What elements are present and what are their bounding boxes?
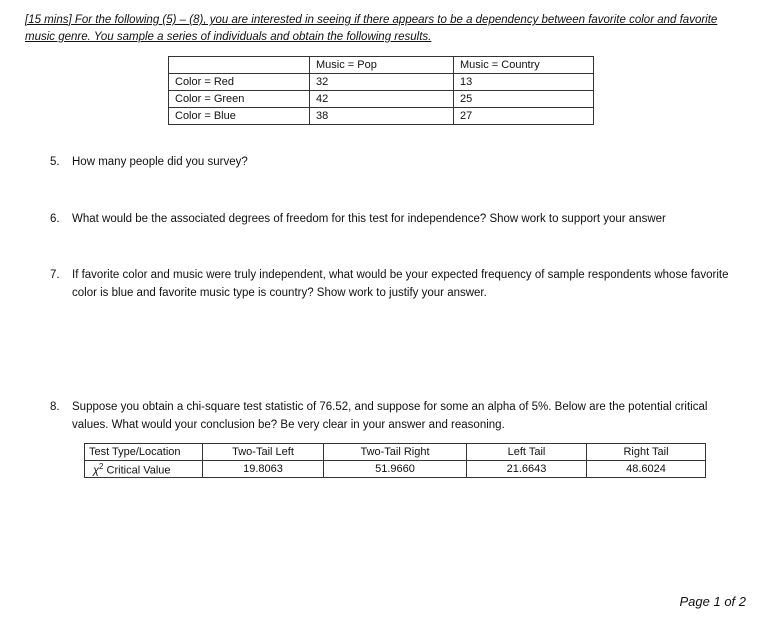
contingency-table <box>168 56 594 125</box>
critical-values-table <box>84 443 706 478</box>
cell-country: 13 <box>454 74 594 91</box>
table-header-row <box>85 444 706 461</box>
table-row <box>169 108 594 125</box>
instructions-header: [15 mins] For the following (5) – (8), you are interested in seeing if there appears to be a dependency between favorite color and favorite music genre. You sample a series of individuals and obtain the following results. <box>25 14 718 43</box>
header-two-tail-right: Two-Tail Right <box>324 444 467 461</box>
table-header-row <box>169 57 594 74</box>
cell-country: 27 <box>454 108 594 125</box>
row-label-critical-value <box>85 461 203 478</box>
question-text: How many people did you survey? <box>72 156 248 168</box>
question-text: If favorite color and music were truly independent, what would be your expected frequency of sample respondents whose favorite color is blue and favorite music type is country? Show work to justify your answer. <box>72 269 729 299</box>
question-text: What would be the associated degrees of freedom for this test for independence? Show work to support your answer <box>72 213 666 225</box>
question-number: 6. <box>50 213 60 225</box>
column-header-country: Music = Country <box>454 57 594 74</box>
chi-symbol: χ <box>93 464 100 477</box>
row-label: Color = Green <box>169 91 310 108</box>
header-right-tail: Right Tail <box>587 444 706 461</box>
cell-pop: 38 <box>310 108 454 125</box>
critical-value-label: Critical Value <box>103 464 171 477</box>
page-number: Page 1 of 2 <box>679 594 746 609</box>
header-left-tail: Left Tail <box>467 444 587 461</box>
table-corner-cell <box>169 57 310 74</box>
header-two-tail-left: Two-Tail Left <box>203 444 324 461</box>
cell-pop: 32 <box>310 74 454 91</box>
value-left-tail: 21.6643 <box>467 461 587 478</box>
value-two-tail-left: 19.8063 <box>203 461 324 478</box>
question-number: 5. <box>50 156 60 168</box>
row-label: Color = Blue <box>169 108 310 125</box>
question-number: 8. <box>50 401 60 413</box>
question-text: Suppose you obtain a chi-square test statistic of 76.52, and suppose for some an alpha of 5%. Below are the potential critical values. What would your conclusion be? Be very clear in your answer and reasoning. <box>72 401 708 431</box>
header-test-type: Test Type/Location <box>85 444 203 461</box>
cell-pop: 42 <box>310 91 454 108</box>
value-right-tail: 48.6024 <box>587 461 706 478</box>
row-label: Color = Red <box>169 74 310 91</box>
superscript-2: 2 <box>99 461 104 471</box>
question-number: 7. <box>50 269 60 281</box>
value-two-tail-right: 51.9660 <box>324 461 467 478</box>
column-header-pop: Music = Pop <box>310 57 454 74</box>
table-row <box>169 91 594 108</box>
cell-country: 25 <box>454 91 594 108</box>
table-row <box>169 74 594 91</box>
table-row <box>85 461 706 478</box>
